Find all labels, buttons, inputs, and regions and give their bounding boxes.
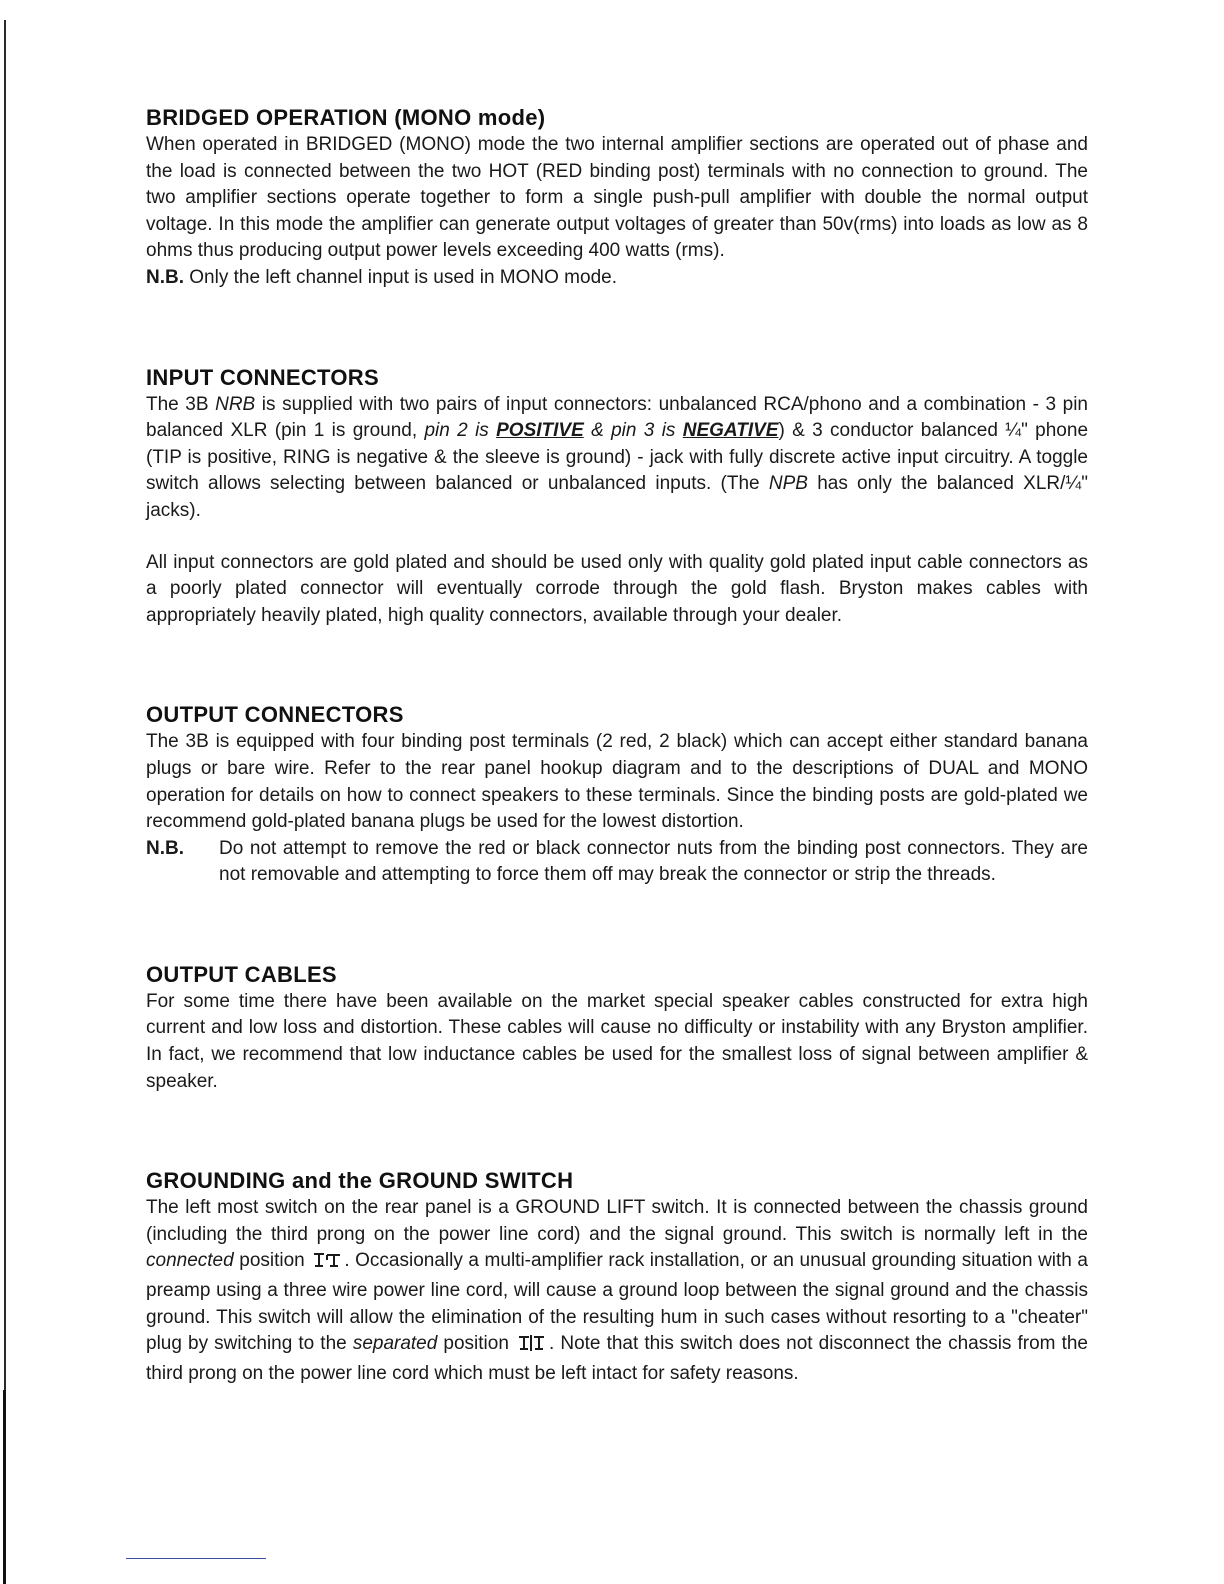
nb-text: Only the left channel input is used in MONO mode.	[184, 266, 617, 288]
bridged-note	[146, 265, 1088, 292]
model-nrb: NRB	[215, 393, 256, 415]
input-connectors-text	[146, 392, 1088, 525]
section-output-connectors	[146, 701, 1088, 889]
output-connectors-text: The 3B is equipped with four binding post terminals (2 red, 2 black) which can accept either standard banana plugs or bare wire. Refer to the rear panel hookup diagram and to the descriptions of DUAL and MONO operation for details on how to connect speakers to these terminals. Since the binding posts are gold-plated we recommend gold-plated banana plugs be used for the lowest distortion.	[146, 731, 1088, 833]
ground-connected-icon	[312, 1251, 342, 1278]
document-body	[146, 104, 1088, 1387]
model-npb: NPB	[768, 473, 808, 495]
text-run: is supplied with two pairs of input connectors: unbalanced RCA/phono and a combination - 3 pin balanced XLR (pin 1 is ground,	[146, 393, 1088, 442]
ground-separated-icon	[517, 1334, 547, 1361]
page-scan-edge	[4, 20, 6, 1584]
negative-label: NEGATIVE	[682, 420, 779, 442]
grounding-text	[146, 1195, 1088, 1387]
connected-label: connected	[146, 1250, 234, 1272]
text-run: . Occasionally a multi-amplifier rack installation, or an unusual grounding situation with a preamp using a three wire power line cord, will cause a ground loop between the signal ground and the chassis ground. This switch will allow the elimination of the resulting hum in such cases without resorting to a "cheater" plug by switching to the	[146, 1250, 1088, 1355]
pin2-label: pin 2 is	[424, 420, 497, 442]
output-connectors-note	[146, 836, 1088, 889]
pin3-label: pin 3 is	[611, 420, 683, 442]
nb-label: N.B.	[146, 837, 184, 859]
text-run: . Note that this switch does not disconnect the chassis from the third prong on the power line cord which must be left intact for safety reasons.	[146, 1333, 1088, 1384]
text-run: position	[233, 1250, 305, 1272]
text-run: The 3B	[146, 393, 216, 415]
footnote-rule	[126, 1558, 266, 1559]
section-input-connectors	[146, 364, 1088, 630]
section-grounding	[146, 1167, 1088, 1387]
heading-bridged-operation: BRIDGED OPERATION (MONO mode)	[146, 105, 546, 130]
separated-label: separated	[352, 1333, 438, 1355]
heading-grounding: GROUNDING and the GROUND SWITCH	[146, 1168, 574, 1194]
heading-output-cables: OUTPUT CABLES	[146, 961, 337, 987]
text-run: position	[437, 1333, 509, 1355]
text-run: ) & 3 conductor balanced ¼" phone (TIP is positive, RING is negative & the sleeve is ground) - jack with fully discrete active input circuitry. A toggle switch allows selecting between balanced or unbalanced inputs. (The	[146, 420, 1089, 495]
section-output-cables	[146, 961, 1088, 1095]
input-connectors-gold-text: All input connectors are gold plated and should be used only with quality gold plated input cable connectors as a poorly plated connector will eventually corrode through the gold flash. Bryston makes cables with appropriately heavily plated, high quality connectors, available through your dealer.	[146, 551, 1088, 626]
positive-label: POSITIVE	[496, 420, 584, 442]
text-run: &	[583, 420, 612, 442]
section-bridged-operation	[146, 104, 1088, 292]
text-run: has only the balanced XLR/¼" jacks).	[146, 473, 1088, 521]
text-run: The left most switch on the rear panel is a GROUND LIFT switch. It is connected between the chassis ground (including the third prong on the power line cord) and the signal ground. This switch is normally left in the	[146, 1197, 1088, 1245]
page-scan-edge-bottom	[3, 1390, 6, 1584]
heading-input-connectors: INPUT CONNECTORS	[146, 364, 379, 390]
output-cables-text: For some time there have been available on the market special speaker cables constructed for extra high current and low loss and distortion. These cables will cause no difficulty or instability with any Bryston amplifier. In fact, we recommend that low inductance cables be used for the smallest loss of signal between amplifier & speaker.	[146, 990, 1088, 1092]
nb-text: Do not attempt to remove the red or black connector nuts from the binding post connectors. They are not removable and attempting to force them off may break the connector or strip the threads.	[219, 837, 1088, 886]
bridged-operation-text: When operated in BRIDGED (MONO) mode the two internal amplifier sections are operated out of phase and the load is connected between the two HOT (RED binding post) terminals with no connection to ground. The two amplifier sections operate together to form a single push-pull amplifier with double the normal output voltage. In this mode the amplifier can generate output voltages of greater than 50v(rms) into loads as low as 8 ohms thus producing output power levels exceeding 400 watts (rms).	[146, 134, 1088, 262]
heading-output-connectors: OUTPUT CONNECTORS	[146, 702, 404, 728]
nb-label: N.B.	[146, 266, 184, 288]
